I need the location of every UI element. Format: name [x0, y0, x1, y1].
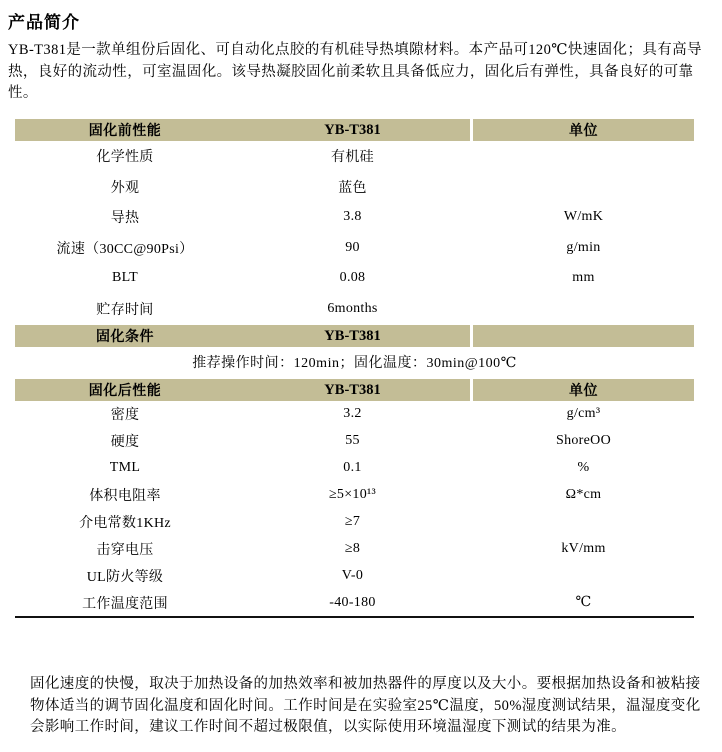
datasheet-page [0, 8, 722, 752]
property-cell: BLT [111, 270, 139, 286]
unit-cell [473, 172, 694, 203]
property-cell: 工作温度范围 [82, 596, 168, 612]
pre-cure-header-product: YB-T381 [235, 119, 470, 141]
unit-cell [473, 294, 694, 325]
property-cell: 密度 [110, 408, 140, 424]
unit-cell: g/min [566, 239, 601, 255]
property-cell: 外观 [110, 180, 140, 196]
post-cure-header-unit: 单位 [473, 379, 694, 401]
table-row [15, 428, 694, 455]
table-row [15, 172, 694, 203]
table-row [15, 509, 694, 536]
page-title: 产品简介 [8, 13, 80, 32]
property-cell: 导热 [110, 211, 140, 227]
table-row [15, 535, 694, 562]
property-cell: 贮存时间 [96, 302, 154, 318]
value-cell: 6months [327, 300, 378, 316]
value-cell: 3.2 [343, 406, 362, 422]
property-cell: 化学性质 [96, 150, 154, 166]
table-row [15, 141, 694, 172]
property-cell: UL防火等级 [86, 569, 164, 585]
property-cell: 击穿电压 [96, 542, 154, 558]
value-cell: ≥7 [344, 514, 361, 529]
table-row [15, 263, 694, 294]
post-cure-table [15, 379, 694, 618]
value-cell: 蓝色 [338, 180, 367, 196]
table-row [15, 589, 694, 616]
post-cure-header-row [15, 379, 694, 401]
value-cell: V-0 [341, 567, 364, 583]
pre-cure-header-unit: 单位 [473, 119, 694, 141]
pre-cure-header-property: 固化前性能 [15, 119, 235, 141]
post-cure-header-property: 固化后性能 [15, 379, 235, 401]
product-intro-paragraph: YB-T381是一款单组份后固化、可自动化点胶的有机硅导热填隙材料。本产品可120℃快速固化；具有高导热，良好的流动性，可室温固化。该导热凝胶固化前柔软且具备低应力，固化后有弹性，具备良好的可靠性。 [8, 42, 702, 101]
property-cell: 体积电阻率 [89, 489, 161, 505]
table-row [15, 401, 694, 428]
cure-condition-table [15, 325, 694, 376]
curing-speed-note: 固化速度的快慢，取决于加热设备的加热效率和被加热器件的厚度以及大小。要根据加热设备和被粘接物体适当的调节固化温度和固化时间。工作时间是在实验室25℃温度，50%湿度测试结果，温湿度变化会影响工作时间，建议工作时间不超过极限值，以实际使用环境温湿度下测试的结果为准。 [30, 676, 701, 735]
value-cell: 0.1 [343, 460, 362, 476]
unit-cell [473, 562, 694, 589]
property-cell: 流速（30CC@90Psi） [56, 241, 194, 257]
property-cell: 介电常数1KHz [79, 516, 171, 531]
table-row [15, 562, 694, 589]
unit-cell [473, 509, 694, 536]
cure-condition-header-unit [473, 325, 694, 347]
unit-cell: % [577, 460, 590, 476]
unit-cell: kV/mm [561, 540, 606, 556]
unit-cell: g/cm³ [566, 406, 601, 422]
spec-tables [15, 119, 694, 618]
value-cell: 0.08 [339, 270, 366, 286]
property-cell: 硬度 [110, 435, 140, 451]
table-row [15, 294, 694, 325]
value-cell: 55 [345, 433, 360, 449]
unit-cell: ShoreOO [556, 433, 611, 449]
pre-cure-table [15, 119, 694, 324]
table-row [15, 482, 694, 509]
unit-cell: mm [572, 270, 595, 286]
post-cure-table-body [15, 401, 694, 618]
value-cell: -40-180 [329, 594, 376, 610]
cure-condition-header-property: 固化条件 [15, 325, 235, 347]
table-row [15, 233, 694, 264]
pre-cure-table-body [15, 141, 694, 324]
cure-condition-note: 推荐操作时间：120min；固化温度：30min@100℃ [192, 355, 517, 371]
post-cure-header-product: YB-T381 [235, 379, 470, 401]
unit-cell: W/mK [563, 209, 604, 225]
unit-cell: Ω*cm [565, 487, 602, 503]
unit-cell: ℃ [575, 595, 592, 611]
value-cell: ≥5×10¹³ [328, 487, 377, 503]
value-cell: 3.8 [343, 209, 362, 225]
value-cell: 有机硅 [331, 150, 374, 166]
cure-condition-header-product: YB-T381 [235, 325, 470, 347]
property-cell: TML [109, 460, 141, 476]
value-cell: ≥8 [344, 540, 361, 556]
table-row [15, 202, 694, 233]
table-row [15, 455, 694, 482]
value-cell: 90 [345, 239, 360, 255]
unit-cell [473, 141, 694, 172]
pre-cure-header-row [15, 119, 694, 141]
cure-condition-header-row [15, 325, 694, 347]
